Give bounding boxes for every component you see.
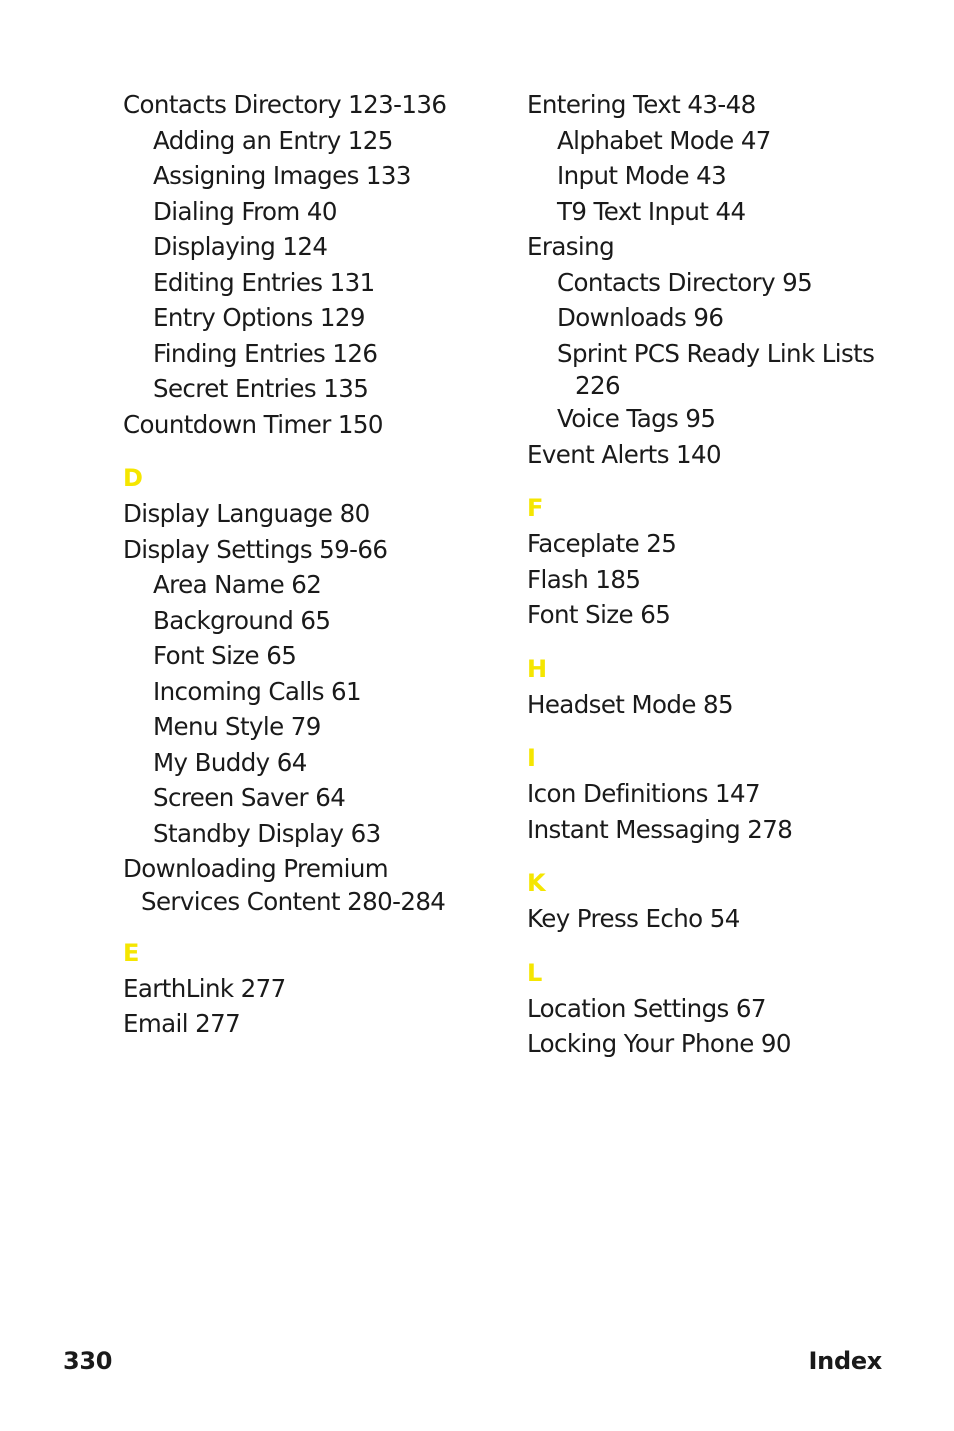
index-subentry <box>123 229 493 265</box>
entry-text: My Buddy 64 <box>153 747 307 777</box>
index-subentry <box>527 194 897 230</box>
section-letter: E <box>123 938 139 967</box>
index-subentry <box>123 816 493 852</box>
entry-text: Finding Entries 126 <box>153 338 378 368</box>
index-entry <box>527 229 897 265</box>
index-subentry <box>123 638 493 674</box>
index-subentry <box>527 123 897 159</box>
index-column-left <box>123 87 493 1042</box>
index-entry <box>527 87 897 123</box>
index-subentry <box>123 603 493 639</box>
entry-text: Contacts Directory 123-136 <box>123 90 447 119</box>
entry-text: Entry Options 129 <box>153 303 365 332</box>
entry-text: Entering Text 43-48 <box>527 90 756 119</box>
index-entry <box>123 496 493 532</box>
section-letter: K <box>527 869 546 897</box>
index-subentry <box>123 371 493 407</box>
entry-text: Standby Display 63 <box>153 818 381 848</box>
entry-text: Adding an Entry 125 <box>153 125 393 155</box>
section-letter: L <box>527 958 542 987</box>
index-entry <box>123 532 493 568</box>
index-subentry <box>123 745 493 781</box>
entry-text: Flash 185 <box>527 564 641 594</box>
index-entry <box>527 812 897 848</box>
entry-text: Area Name 62 <box>153 570 322 599</box>
index-subentry <box>123 158 493 194</box>
entry-text: Downloading Premium <box>123 854 389 883</box>
index-entry <box>527 597 897 633</box>
section-letter: I <box>527 744 536 772</box>
entry-text: Instant Messaging 278 <box>527 814 793 844</box>
index-entry <box>527 991 897 1027</box>
index-entry <box>527 776 897 812</box>
entry-text: Voice Tags 95 <box>557 404 716 433</box>
entry-text: Background 65 <box>153 605 331 635</box>
index-subentry <box>123 567 493 603</box>
index-entry <box>123 971 493 1007</box>
index-subentry <box>123 300 493 336</box>
index-entry <box>527 526 897 562</box>
index-entry <box>123 407 493 443</box>
entry-text: Key Press Echo 54 <box>527 904 740 933</box>
entry-text: Displaying 124 <box>153 232 328 261</box>
entry-text: Menu Style 79 <box>153 712 321 741</box>
entry-text: Assigning Images 133 <box>153 161 411 190</box>
entry-text: Headset Mode 85 <box>527 689 734 719</box>
index-entry <box>527 562 897 598</box>
entry-text: Screen Saver 64 <box>153 783 346 812</box>
page-number: 330 <box>63 1347 113 1375</box>
index-subentry <box>123 780 493 816</box>
entry-text: Sprint PCS Ready Link Lists <box>557 338 875 368</box>
index-subentry <box>123 123 493 159</box>
entry-text: EarthLink 277 <box>123 973 286 1003</box>
entry-text: Secret Entries 135 <box>153 374 369 403</box>
entry-text: Icon Definitions 147 <box>527 779 760 808</box>
entry-text: Countdown Timer 150 <box>123 409 383 439</box>
index-entry <box>527 687 897 723</box>
entry-text: Alphabet Mode 47 <box>557 125 771 155</box>
index-subentry <box>527 158 897 194</box>
index-subentry <box>123 674 493 710</box>
entry-text: Input Mode 43 <box>557 161 727 190</box>
entry-text: Dialing From 40 <box>153 196 337 226</box>
index-subentry <box>527 336 897 402</box>
entry-text: Display Settings 59-66 <box>123 534 388 564</box>
entry-text: Incoming Calls 61 <box>153 676 362 706</box>
entry-text: Editing Entries 131 <box>153 267 375 297</box>
index-subentry <box>527 300 897 336</box>
index-entry <box>123 1006 493 1042</box>
entry-text: Font Size 65 <box>153 641 297 670</box>
entry-text: Location Settings 67 <box>527 993 766 1023</box>
section-title: Index <box>808 1347 882 1375</box>
entry-text: Locking Your Phone 90 <box>527 1029 791 1058</box>
index-entry <box>527 901 897 937</box>
entry-text: Downloads 96 <box>557 303 724 332</box>
index-subentry <box>123 194 493 230</box>
index-subentry <box>123 265 493 301</box>
section-letter: H <box>527 654 547 683</box>
section-letter: F <box>527 494 543 522</box>
entry-text: Erasing <box>527 232 615 261</box>
entry-text: Font Size 65 <box>527 600 671 629</box>
index-subentry <box>123 336 493 372</box>
entry-continuation: Services Content 280-284 <box>141 886 446 916</box>
entry-text: Display Language 80 <box>123 499 370 528</box>
index-entry <box>123 87 493 123</box>
entry-text: Contacts Directory 95 <box>557 267 813 297</box>
entry-text: Email 277 <box>123 1009 241 1038</box>
index-subentry <box>527 401 897 437</box>
index-subentry <box>527 265 897 301</box>
section-letter: D <box>123 464 143 492</box>
entry-text: Faceplate 25 <box>527 529 677 558</box>
index-entry <box>527 437 897 473</box>
entry-text: T9 Text Input 44 <box>557 196 746 226</box>
index-entry <box>527 1026 897 1062</box>
index-subentry <box>123 709 493 745</box>
entry-continuation: 226 <box>575 371 620 400</box>
entry-text: Event Alerts 140 <box>527 439 722 469</box>
index-entry <box>123 851 493 917</box>
index-column-right <box>527 87 897 1062</box>
